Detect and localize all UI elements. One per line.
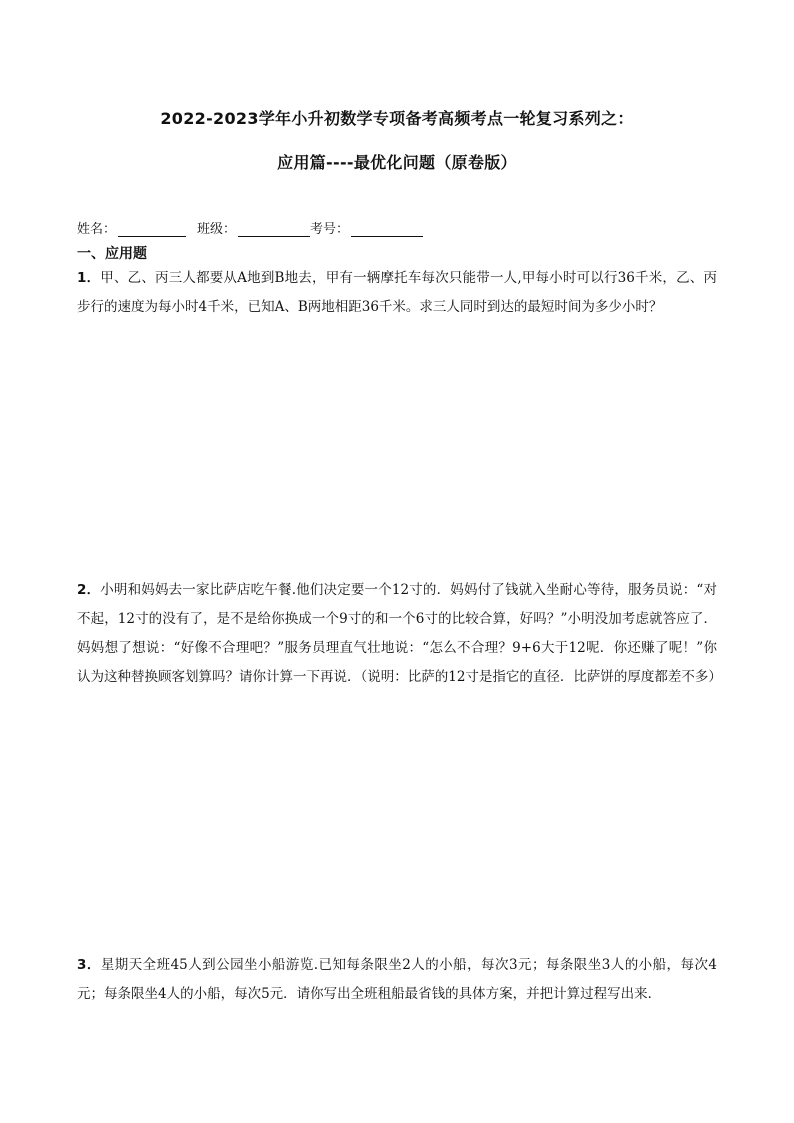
question-1-number: 1． [77, 270, 101, 286]
student-info-row [77, 218, 423, 237]
number-label: 考号： [310, 222, 350, 237]
question-1-text: 甲、乙、丙三人都要从A地到B地去，甲有一辆摩托车每次只能带一人,甲每小时可以行36千米，乙、丙步行的速度为每小时4千米，已知A、B两地相距36千米。求三人同时到达的最短时间为多少小时？ [77, 270, 717, 315]
document-title-line1: 2022-2023学年小升初数学专项备考高频考点一轮复习系列之： [160, 109, 634, 128]
number-blank[interactable] [351, 222, 423, 237]
question-1 [77, 264, 717, 322]
question-3 [77, 951, 717, 1009]
class-label: 班级： [197, 222, 237, 237]
question-2-text: 小明和妈妈去一家比萨店吃午餐.他们决定要一个12寸的．妈妈付了钱就入坐耐心等待，服务员说：“对不起，12寸的没有了，是不是给你换成一个9寸的和一个6寸的比较合算，好吗？”小明没加考虑就答应了．妈妈想了想说：“好像不合理吧？”服务员理直气壮地说：“怎么不合理？9+6大于12呢．你还赚了呢！”你认为这种替换顾客划算吗？请你计算一下再说．（说明：比萨的12寸是指它的直径．比萨饼的厚度都差不多） [77, 582, 722, 685]
name-blank[interactable] [118, 222, 186, 237]
question-2 [77, 576, 722, 692]
section-heading: 一、应用题 [77, 246, 147, 262]
name-label: 姓名： [77, 222, 117, 237]
document-title-line2: 应用篇----最优化问题（原卷版） [277, 153, 517, 172]
question-3-text: 星期天全班45人到公园坐小船游览.已知每条限坐2人的小船，每次3元；每条限坐3人的小船，每次4元；每条限坐4人的小船，每次5元．请你写出全班租船最省钱的具体方案，并把计算过程写出来． [77, 957, 717, 1002]
question-3-number: 3． [77, 957, 101, 973]
class-blank[interactable] [238, 222, 310, 237]
question-2-number: 2． [77, 582, 101, 598]
